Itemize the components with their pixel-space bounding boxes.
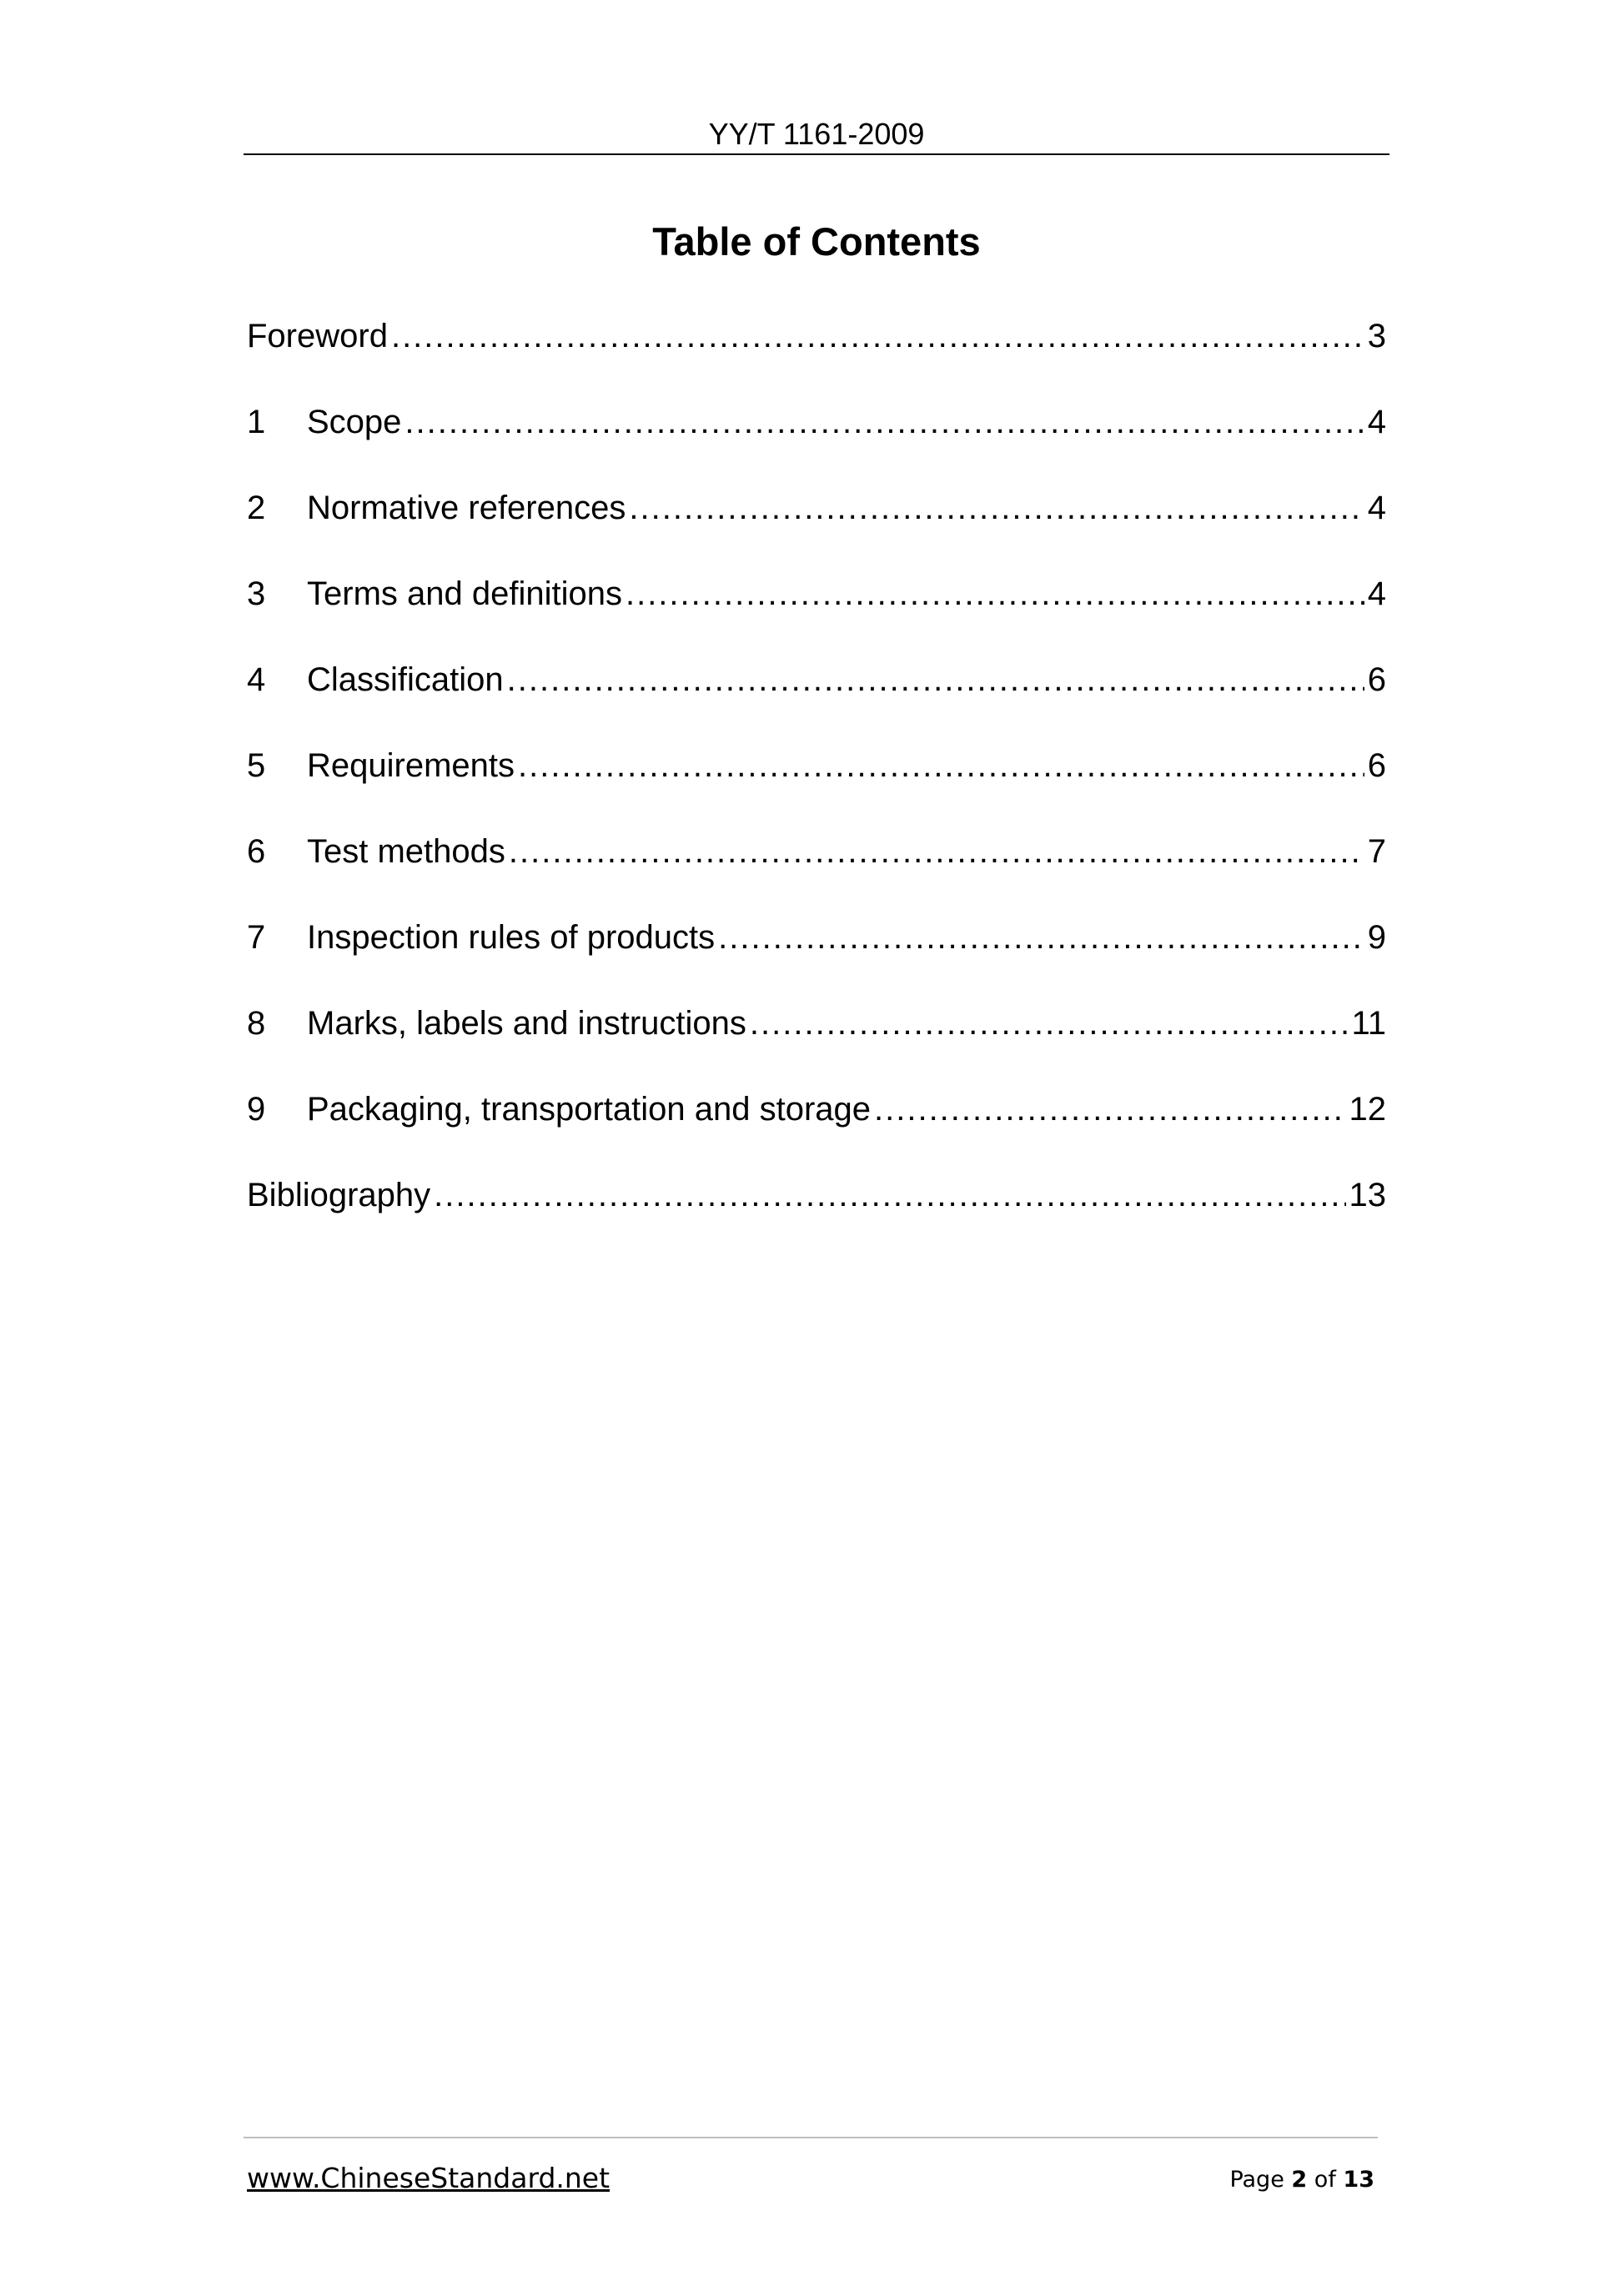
toc-dot-leader: [874, 1085, 1346, 1133]
toc-entry-number: 2: [247, 490, 266, 526]
footer-website-link[interactable]: www.ChineseStandard.net: [247, 2162, 611, 2194]
toc-entry-label: Requirements: [307, 747, 515, 784]
toc-entry-label: Marks, labels and instructions: [307, 1005, 746, 1042]
toc-entry-page: 11: [1351, 1005, 1386, 1042]
toc-dot-leader: [718, 913, 1364, 962]
toc-entry-number: 9: [247, 1091, 266, 1128]
document-code: YY/T 1161-2009: [708, 117, 925, 151]
toc-entry-label: Classification: [307, 661, 504, 698]
toc-entry-foreword[interactable]: [247, 312, 1386, 398]
toc-entry-requirements[interactable]: [247, 741, 1386, 827]
toc-entry-number: 6: [247, 833, 266, 870]
of-word: of: [1314, 2167, 1336, 2193]
page-word: Page: [1229, 2167, 1284, 2193]
toc-entry-number: 5: [247, 747, 266, 784]
page-total: 13: [1343, 2167, 1374, 2193]
toc-list: [247, 312, 1386, 1257]
toc-entry-page: 6: [1367, 661, 1386, 698]
toc-dot-leader: [626, 570, 1364, 618]
toc-entry-page: 12: [1349, 1091, 1386, 1128]
page-current: 2: [1291, 2167, 1308, 2193]
toc-entry-number: 8: [247, 1005, 266, 1042]
toc-entry-label: Inspection rules of products: [307, 919, 716, 956]
toc-entry-bibliography[interactable]: [247, 1171, 1386, 1257]
toc-dot-leader: [509, 827, 1364, 876]
toc-entry-page: 9: [1367, 919, 1386, 956]
toc-entry-label: Scope: [307, 404, 402, 440]
toc-entry-marks-labels-instructions[interactable]: [247, 999, 1386, 1085]
toc-entry-number: 4: [247, 661, 266, 698]
toc-entry-number: 3: [247, 575, 266, 612]
toc-entry-number: 7: [247, 919, 266, 956]
toc-entry-page: 13: [1349, 1177, 1386, 1213]
toc-entry-number: 1: [247, 404, 266, 440]
toc-entry-packaging[interactable]: [247, 1085, 1386, 1171]
toc-dot-leader: [750, 999, 1349, 1048]
header-rule: [244, 153, 1389, 155]
toc-entry-page: 4: [1367, 404, 1386, 440]
toc-dot-leader: [434, 1171, 1345, 1219]
footer-rule: [244, 2137, 1378, 2138]
toc-entry-label: Test methods: [307, 833, 505, 870]
toc-entry-label: Packaging, transportation and storage: [307, 1091, 871, 1128]
toc-entry-terms-and-definitions[interactable]: [247, 570, 1386, 656]
toc-entry-label: Normative references: [307, 490, 626, 526]
toc-entry-page: 6: [1367, 747, 1386, 784]
page-number-indicator: [1229, 2163, 1374, 2197]
toc-entry-page: 4: [1367, 575, 1386, 612]
toc-entry-label: Foreword: [247, 318, 388, 354]
toc-entry-page: 4: [1367, 490, 1386, 526]
toc-dot-leader: [507, 656, 1364, 704]
toc-entry-label: Bibliography: [247, 1177, 431, 1213]
page-title: Table of Contents: [652, 219, 981, 264]
toc-entry-test-methods[interactable]: [247, 827, 1386, 913]
toc-dot-leader: [629, 484, 1364, 532]
toc-entry-label: Terms and definitions: [307, 575, 622, 612]
toc-dot-leader: [404, 398, 1364, 446]
toc-dot-leader: [518, 741, 1364, 790]
toc-dot-leader: [391, 312, 1364, 360]
toc-entry-scope[interactable]: [247, 398, 1386, 484]
toc-entry-normative-references[interactable]: [247, 484, 1386, 570]
toc-entry-page: 7: [1367, 833, 1386, 870]
toc-entry-classification[interactable]: [247, 656, 1386, 741]
toc-entry-inspection-rules[interactable]: [247, 913, 1386, 999]
toc-entry-page: 3: [1367, 318, 1386, 354]
